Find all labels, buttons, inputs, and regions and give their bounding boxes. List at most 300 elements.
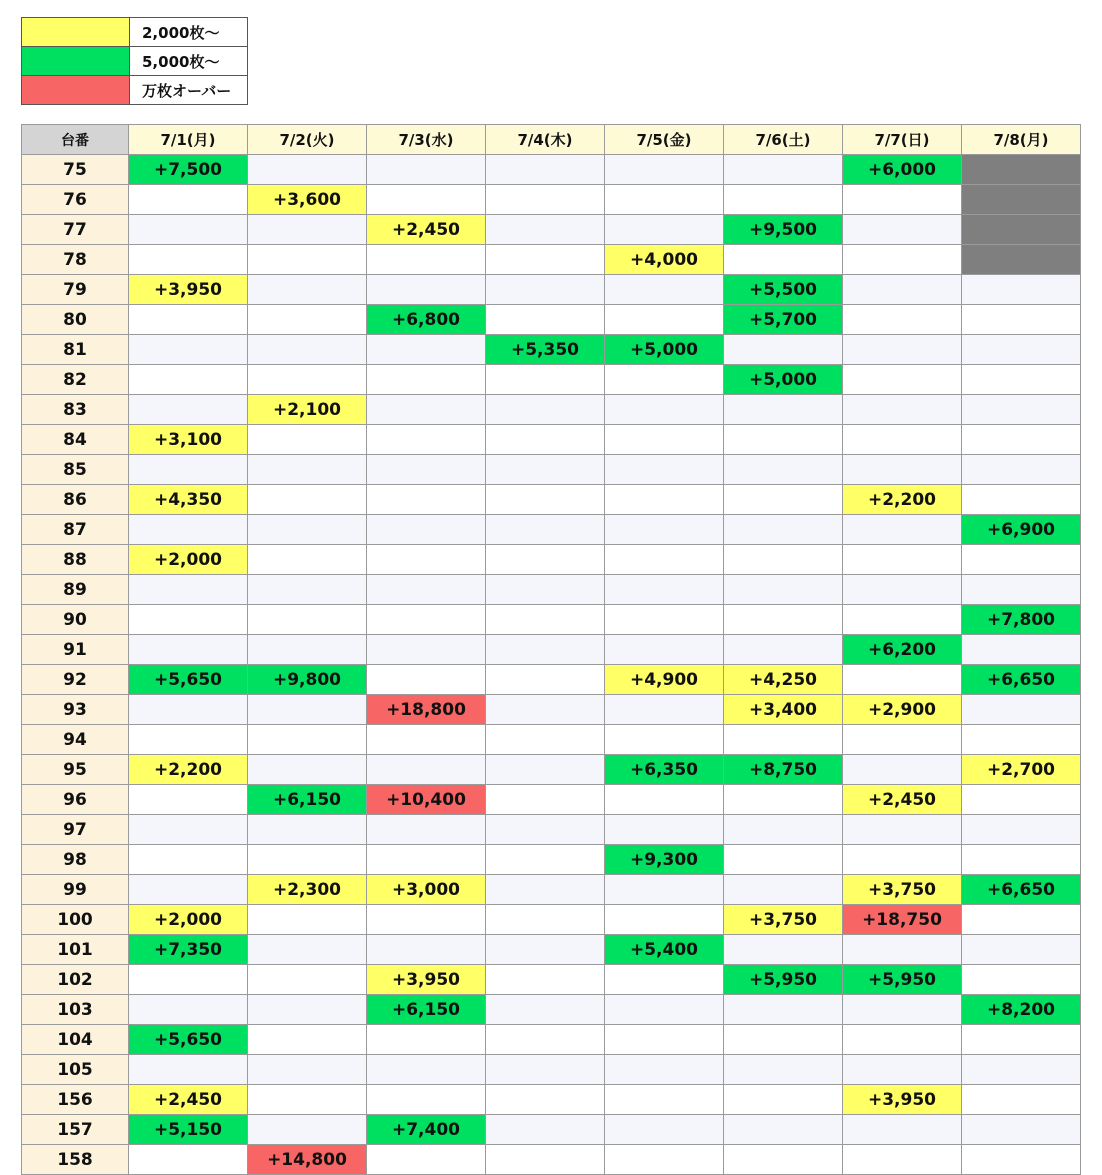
result-cell: +9,300 [605, 845, 724, 875]
machine-number: 81 [22, 335, 129, 365]
result-cell [962, 695, 1081, 725]
result-cell [367, 245, 486, 275]
result-cell [605, 815, 724, 845]
result-cell [724, 845, 843, 875]
result-cell [962, 935, 1081, 965]
result-cell [962, 725, 1081, 755]
result-cell [605, 635, 724, 665]
result-cell [962, 275, 1081, 305]
result-cell [962, 1025, 1081, 1055]
machine-number: 78 [22, 245, 129, 275]
result-cell [724, 1145, 843, 1175]
result-cell [962, 785, 1081, 815]
legend-label: 5,000枚〜 [130, 47, 248, 76]
result-cell: +8,750 [724, 755, 843, 785]
machine-number: 87 [22, 515, 129, 545]
table-row [22, 395, 1081, 425]
result-cell: +3,100 [129, 425, 248, 455]
result-cell [248, 425, 367, 455]
result-cell [248, 1085, 367, 1115]
result-cell: +6,000 [843, 155, 962, 185]
legend-row [22, 47, 248, 76]
result-cell [486, 605, 605, 635]
result-cell: +5,650 [129, 665, 248, 695]
result-cell [843, 335, 962, 365]
result-cell [367, 935, 486, 965]
result-cell [367, 335, 486, 365]
result-cell [962, 335, 1081, 365]
table-row [22, 455, 1081, 485]
result-cell [962, 395, 1081, 425]
result-cell [724, 335, 843, 365]
result-cell [843, 575, 962, 605]
result-cell [486, 155, 605, 185]
result-cell [605, 485, 724, 515]
result-cell [367, 605, 486, 635]
result-cell [724, 935, 843, 965]
result-cell [605, 695, 724, 725]
result-cell [486, 545, 605, 575]
result-cell [248, 485, 367, 515]
result-cell [486, 875, 605, 905]
result-cell: +2,450 [843, 785, 962, 815]
machine-number: 97 [22, 815, 129, 845]
result-cell: +14,800 [248, 1145, 367, 1175]
legend-swatch [22, 47, 130, 76]
result-cell: +6,650 [962, 665, 1081, 695]
result-cell [129, 1055, 248, 1085]
result-cell: +6,150 [248, 785, 367, 815]
result-cell: +6,800 [367, 305, 486, 335]
result-cell: +2,300 [248, 875, 367, 905]
result-cell [486, 275, 605, 305]
date-header: 7/3(水) [367, 125, 486, 155]
result-cell [724, 425, 843, 455]
result-cell [724, 995, 843, 1025]
result-cell [843, 545, 962, 575]
result-cell [129, 995, 248, 1025]
result-cell: +2,200 [843, 485, 962, 515]
result-cell [367, 1055, 486, 1085]
table-row [22, 215, 1081, 245]
result-cell [486, 1025, 605, 1055]
result-cell [129, 1145, 248, 1175]
result-cell: +4,000 [605, 245, 724, 275]
result-cell [129, 965, 248, 995]
result-cell: +3,600 [248, 185, 367, 215]
result-cell [843, 275, 962, 305]
result-cell [367, 365, 486, 395]
result-cell [129, 845, 248, 875]
result-cell: +6,150 [367, 995, 486, 1025]
result-cell [962, 1085, 1081, 1115]
result-cell [486, 725, 605, 755]
table-row [22, 845, 1081, 875]
table-row [22, 755, 1081, 785]
result-cell [129, 815, 248, 845]
result-cell [486, 785, 605, 815]
result-cell [129, 335, 248, 365]
date-header: 7/2(火) [248, 125, 367, 155]
result-cell: +5,950 [724, 965, 843, 995]
table-row [22, 575, 1081, 605]
table-row [22, 1085, 1081, 1115]
date-header: 7/8(月) [962, 125, 1081, 155]
result-cell [724, 725, 843, 755]
result-cell [248, 905, 367, 935]
result-cell [962, 1055, 1081, 1085]
machine-number: 104 [22, 1025, 129, 1055]
result-cell: +6,200 [843, 635, 962, 665]
result-cell [129, 785, 248, 815]
result-cell [962, 485, 1081, 515]
result-cell: +7,400 [367, 1115, 486, 1145]
result-cell: +5,400 [605, 935, 724, 965]
result-cell [724, 1115, 843, 1145]
result-cell [129, 365, 248, 395]
result-cell [962, 1145, 1081, 1175]
legend-table [21, 17, 248, 105]
result-cell [962, 545, 1081, 575]
result-cell [962, 215, 1081, 245]
machine-number: 158 [22, 1145, 129, 1175]
date-header: 7/1(月) [129, 125, 248, 155]
result-cell [129, 215, 248, 245]
result-cell [129, 185, 248, 215]
table-row [22, 785, 1081, 815]
result-cell [843, 515, 962, 545]
result-cell: +5,150 [129, 1115, 248, 1145]
legend-swatch [22, 76, 130, 105]
result-cell [605, 725, 724, 755]
result-cell: +10,400 [367, 785, 486, 815]
result-cell [248, 335, 367, 365]
result-cell [962, 425, 1081, 455]
result-cell [962, 305, 1081, 335]
result-cell [248, 995, 367, 1025]
machine-number-header: 台番 [22, 125, 129, 155]
machine-number: 105 [22, 1055, 129, 1085]
result-cell [605, 995, 724, 1025]
result-cell [843, 815, 962, 845]
result-cell [724, 545, 843, 575]
result-cell [605, 905, 724, 935]
result-cell [724, 1025, 843, 1055]
result-cell [605, 575, 724, 605]
table-row [22, 275, 1081, 305]
legend-body [22, 18, 248, 105]
result-cell: +18,800 [367, 695, 486, 725]
result-cell [486, 845, 605, 875]
result-cell [486, 395, 605, 425]
result-cell [962, 815, 1081, 845]
table-row [22, 965, 1081, 995]
result-cell [248, 755, 367, 785]
result-cell [486, 515, 605, 545]
machine-number: 76 [22, 185, 129, 215]
machine-number: 88 [22, 545, 129, 575]
result-cell [486, 455, 605, 485]
result-cell [962, 1115, 1081, 1145]
result-cell [724, 875, 843, 905]
date-header: 7/5(金) [605, 125, 724, 155]
result-cell [605, 875, 724, 905]
result-cell [248, 365, 367, 395]
date-header: 7/6(土) [724, 125, 843, 155]
result-cell: +18,750 [843, 905, 962, 935]
result-cell: +2,000 [129, 905, 248, 935]
table-row [22, 935, 1081, 965]
result-cell [129, 515, 248, 545]
machine-number: 79 [22, 275, 129, 305]
result-cell: +2,450 [367, 215, 486, 245]
table-row [22, 725, 1081, 755]
table-row [22, 1145, 1081, 1175]
machine-number: 98 [22, 845, 129, 875]
result-cell [605, 275, 724, 305]
result-cell [724, 245, 843, 275]
result-cell: +5,700 [724, 305, 843, 335]
result-cell [843, 365, 962, 395]
legend-label: 万枚オーバー [130, 76, 248, 105]
result-cell [367, 425, 486, 455]
result-cell: +9,500 [724, 215, 843, 245]
result-cell [129, 725, 248, 755]
result-cell [605, 605, 724, 635]
result-cell [486, 995, 605, 1025]
table-row [22, 245, 1081, 275]
result-cell [248, 965, 367, 995]
legend-row [22, 76, 248, 105]
result-cell: +2,900 [843, 695, 962, 725]
legend-label: 2,000枚〜 [130, 18, 248, 47]
result-cell: +2,700 [962, 755, 1081, 785]
result-cell [724, 815, 843, 845]
result-cell [486, 1055, 605, 1085]
machine-number: 99 [22, 875, 129, 905]
result-cell [367, 485, 486, 515]
result-cell [486, 365, 605, 395]
table-row [22, 905, 1081, 935]
table-row [22, 665, 1081, 695]
result-cell [605, 185, 724, 215]
result-cell [367, 455, 486, 485]
result-cell: +5,950 [843, 965, 962, 995]
result-cell [248, 275, 367, 305]
result-cell [605, 965, 724, 995]
table-row [22, 875, 1081, 905]
machine-number: 84 [22, 425, 129, 455]
result-cell [605, 155, 724, 185]
result-cell [605, 395, 724, 425]
result-cell [367, 545, 486, 575]
result-cell: +3,950 [129, 275, 248, 305]
result-cell [724, 635, 843, 665]
result-cell [129, 875, 248, 905]
result-cell [129, 575, 248, 605]
result-cell [843, 425, 962, 455]
machine-number: 80 [22, 305, 129, 335]
result-cell: +3,750 [724, 905, 843, 935]
result-cell: +4,250 [724, 665, 843, 695]
table-body [22, 155, 1081, 1175]
result-cell [367, 575, 486, 605]
result-cell [843, 1115, 962, 1145]
result-cell [486, 695, 605, 725]
result-cell [248, 245, 367, 275]
result-cell [605, 545, 724, 575]
result-cell [486, 935, 605, 965]
result-cell [486, 575, 605, 605]
result-cell [843, 935, 962, 965]
result-cell [724, 155, 843, 185]
machine-number: 92 [22, 665, 129, 695]
machine-number: 77 [22, 215, 129, 245]
machine-number: 100 [22, 905, 129, 935]
result-cell [962, 575, 1081, 605]
result-cell [843, 455, 962, 485]
result-cell: +3,000 [367, 875, 486, 905]
result-cell [962, 365, 1081, 395]
table-row [22, 335, 1081, 365]
result-cell [367, 1085, 486, 1115]
result-cell [724, 395, 843, 425]
table-row [22, 1025, 1081, 1055]
result-cell [843, 755, 962, 785]
result-cell [724, 1055, 843, 1085]
result-cell [486, 665, 605, 695]
result-cell [129, 245, 248, 275]
result-cell [248, 515, 367, 545]
machine-number: 75 [22, 155, 129, 185]
machine-number: 85 [22, 455, 129, 485]
result-cell: +3,750 [843, 875, 962, 905]
table-row [22, 305, 1081, 335]
date-header: 7/4(木) [486, 125, 605, 155]
result-cell: +4,900 [605, 665, 724, 695]
result-cell [486, 305, 605, 335]
result-cell [843, 305, 962, 335]
table-row [22, 365, 1081, 395]
result-cell [367, 725, 486, 755]
result-cell [367, 815, 486, 845]
result-cell [486, 755, 605, 785]
machine-number: 94 [22, 725, 129, 755]
machine-number: 91 [22, 635, 129, 665]
table-row [22, 425, 1081, 455]
legend-row [22, 18, 248, 47]
table-row [22, 995, 1081, 1025]
table-row [22, 635, 1081, 665]
result-cell [248, 725, 367, 755]
result-cell [129, 695, 248, 725]
result-cell: +2,200 [129, 755, 248, 785]
result-cell [962, 155, 1081, 185]
table-row [22, 155, 1081, 185]
result-cell: +6,650 [962, 875, 1081, 905]
result-cell [367, 275, 486, 305]
result-cell [129, 395, 248, 425]
result-cell [486, 1115, 605, 1145]
result-cell [962, 455, 1081, 485]
result-cell [724, 485, 843, 515]
result-cell: +4,350 [129, 485, 248, 515]
result-cell [843, 215, 962, 245]
result-cell: +6,350 [605, 755, 724, 785]
result-cell [843, 185, 962, 215]
result-cell: +2,100 [248, 395, 367, 425]
result-cell [248, 815, 367, 845]
result-cell [724, 575, 843, 605]
result-cell [248, 155, 367, 185]
result-cell [248, 575, 367, 605]
result-cell [962, 905, 1081, 935]
result-cell: +5,000 [724, 365, 843, 395]
result-cell [605, 215, 724, 245]
result-cell [248, 935, 367, 965]
result-cell [367, 155, 486, 185]
result-cell [843, 605, 962, 635]
result-cell [129, 605, 248, 635]
result-cell [248, 845, 367, 875]
table-row [22, 545, 1081, 575]
result-cell [843, 845, 962, 875]
result-cell [843, 1055, 962, 1085]
machine-number: 82 [22, 365, 129, 395]
result-cell [724, 185, 843, 215]
result-cell [605, 305, 724, 335]
result-cell [248, 695, 367, 725]
result-cell [129, 305, 248, 335]
table-row [22, 1055, 1081, 1085]
result-cell [248, 1115, 367, 1145]
result-cell: +2,450 [129, 1085, 248, 1115]
result-cell [486, 185, 605, 215]
result-cell [129, 635, 248, 665]
result-cell: +3,400 [724, 695, 843, 725]
result-cell [129, 455, 248, 485]
result-cell [248, 305, 367, 335]
result-cell [605, 1025, 724, 1055]
result-cell [486, 215, 605, 245]
result-cell [843, 995, 962, 1025]
machine-number: 156 [22, 1085, 129, 1115]
machine-number: 103 [22, 995, 129, 1025]
machine-number: 96 [22, 785, 129, 815]
result-cell [724, 1085, 843, 1115]
result-cell [724, 455, 843, 485]
result-cell [843, 1025, 962, 1055]
result-cell: +8,200 [962, 995, 1081, 1025]
machine-number: 83 [22, 395, 129, 425]
result-cell [843, 395, 962, 425]
result-cell [605, 1085, 724, 1115]
header-row [22, 125, 1081, 155]
result-cell: +3,950 [367, 965, 486, 995]
table-row [22, 485, 1081, 515]
legend-swatch [22, 18, 130, 47]
result-cell [367, 1145, 486, 1175]
result-cell [486, 485, 605, 515]
result-cell [962, 245, 1081, 275]
machine-number: 90 [22, 605, 129, 635]
machine-number: 102 [22, 965, 129, 995]
result-cell [248, 1055, 367, 1085]
result-cell [486, 1145, 605, 1175]
result-cell [367, 755, 486, 785]
result-cell [248, 635, 367, 665]
result-cell [248, 455, 367, 485]
